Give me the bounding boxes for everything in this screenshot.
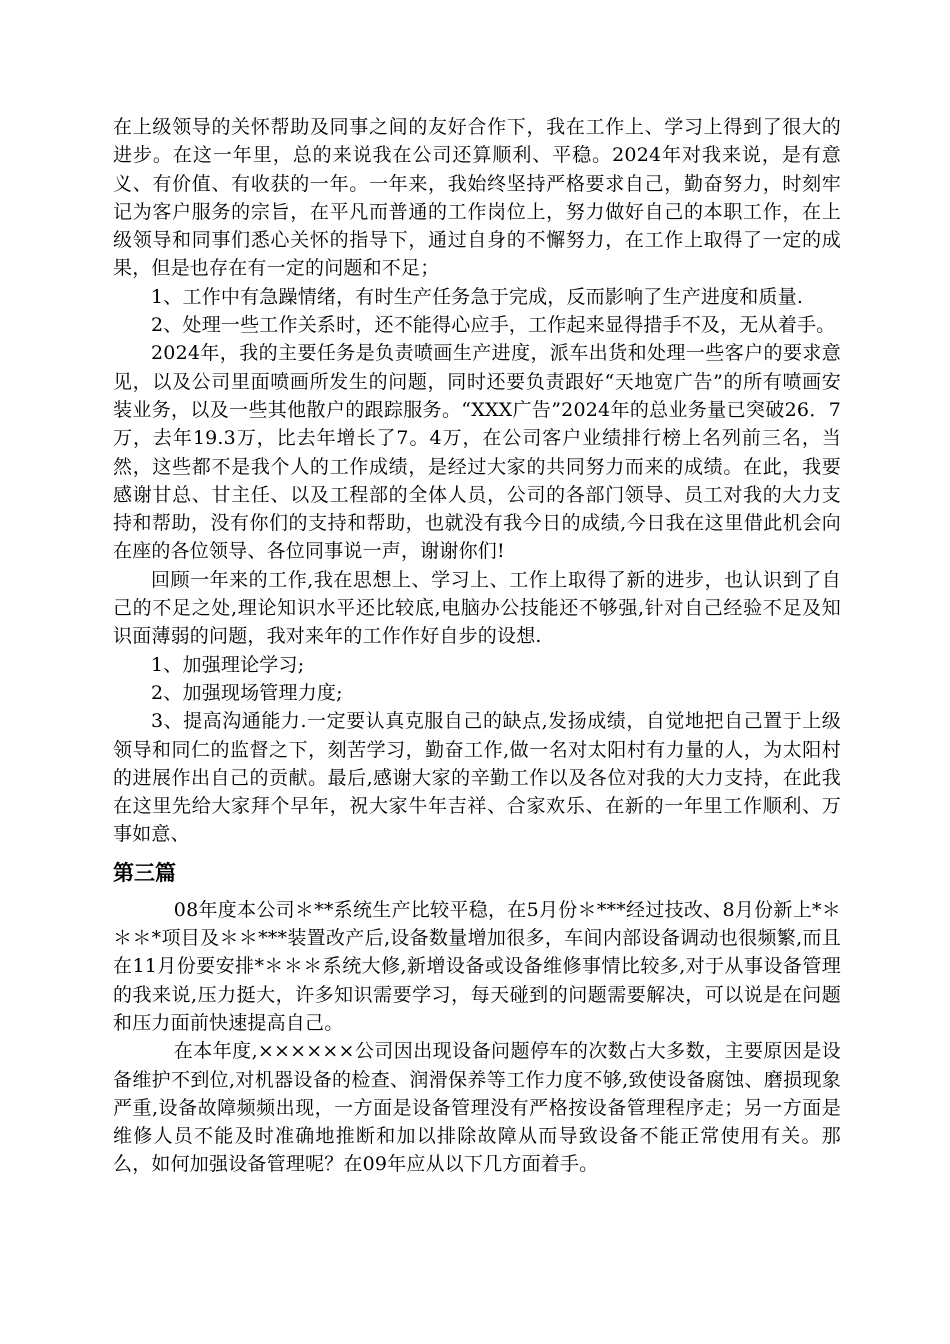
paragraph-equipment-overview: 08年度本公司＊**系统生产比较平稳，在5月份＊***经过技改、8月份新上*＊＊＊*项目及＊＊***装置改产后,设备数量增加很多，车间内部设备调动也很频繁,而且在11月份要安排*＊＊＊系统大修,新增设备或设备维修事情比较多,对于从事设备管理的我来说,压力挺大，许多知识需要学习，每天碰到的问题需要解决，可以说是在问题和压力面前快速提高自己。 bbox=[113, 898, 841, 1034]
section-three-body bbox=[113, 896, 841, 1179]
paragraph-plan-3: 3、提高沟通能力.一定要认真克服自己的缺点,发扬成绩，自觉地把自己置于上级领导和同仁的监督之下，刻苦学习，勤奋工作,做一名对太阳村有力量的人，为太阳村的进展作出自己的贡献。最后,感谢大家的辛勤工作以及各位对我的大力支持，在此我在这里先给大家拜个早年，祝大家牛年吉祥、合家欢乐、在新的一年里工作顺利、万事如意、 bbox=[113, 710, 841, 846]
paragraph-main-tasks: 2024年，我的主要任务是负责喷画生产进度，派车出货和处理一些客户的要求意见，以及公司里面喷画所发生的问题，同时还要负责跟好“天地宽广告”的所有喷画安装业务，以及一些其他散户的跟踪服务。“XXX广告”2024年的总业务量已突破26．7万，去年19.3万，比去年增长了7。4万，在公司客户业绩排行榜上名列前三名，当然，这些都不是我个人的工作成绩，是经过大家的共同努力而来的成绩。在此，我要感谢甘总、甘主任、以及工程部的全体人员，公司的各部门领导、员工对我的大力支持和帮助，没有你们的支持和帮助，也就没有我今日的成绩,今日我在这里借此机会向在座的各位领导、各位同事说一声，谢谢你们! bbox=[113, 342, 841, 563]
section-two-body bbox=[113, 113, 841, 849]
paragraph-equipment-problems: 在本年度,××××××公司因出现设备问题停车的次数占大多数，主要原因是设备维护不到位,对机器设备的检查、润滑保养等工作力度不够,致使设备腐蚀、磨损现象严重,设备故障频频出现，一方面是设备管理没有严格按设备管理程序走；另一方面是维修人员不能及时准确地推断和加以排除故障从而导致设备不能正常使用有关。那么，如何加强设备管理呢？在09年应从以下几方面着手。 bbox=[113, 1040, 841, 1176]
paragraph-shortcoming-2: 2、处理一些工作关系时，还不能得心应手，工作起来显得措手不及，无从着手。 bbox=[151, 314, 836, 337]
section-heading: 第三篇 bbox=[113, 860, 176, 885]
paragraph-review: 回顾一年来的工作,我在思想上、学习上、工作上取得了新的进步，也认识到了自己的不足之处,理论知识水平还比较底,电脑办公技能还不够强,针对自己经验不足及知识面薄弱的问题，我对来年的工作作好自步的设想. bbox=[113, 568, 841, 648]
paragraph-shortcoming-1: 1、工作中有急躁情绪，有时生产任务急于完成，反而影响了生产进度和质量. bbox=[151, 285, 804, 308]
paragraph-intro: 在上级领导的关怀帮助及同事之间的友好合作下，我在工作上、学习上得到了很大的进步。在这一年里，总的来说我在公司还算顺利、平稳。2024年对我来说，是有意义、有价值、有收获的一年。一年来，我始终坚持严格要求自己，勤奋努力，时刻牢记为客户服务的宗旨，在平凡而普通的工作岗位上，努力做好自己的本职工作，在上级领导和同事们悉心关怀的指导下，通过自身的不懈努力，在工作上取得了一定的成果，但是也存在有一定的问题和不足； bbox=[113, 116, 841, 280]
document-page bbox=[113, 113, 841, 1179]
paragraph-plan-2: 2、加强现场管理力度; bbox=[151, 681, 343, 704]
paragraph-plan-1: 1、加强理论学习; bbox=[151, 653, 305, 676]
